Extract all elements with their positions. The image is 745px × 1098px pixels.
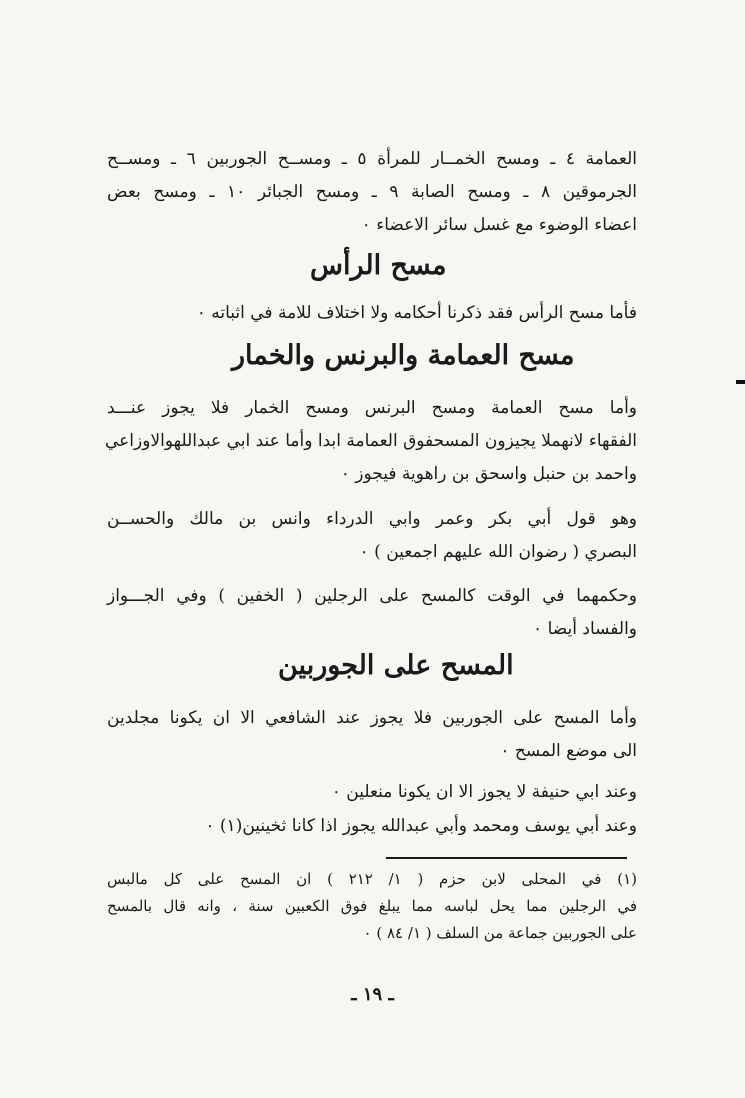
intro-paragraph (107, 143, 637, 242)
section-heading-turban-wiping: مسح العمامة والبرنس والخمار (232, 340, 575, 371)
section2-p3-line-1: وحكمهما في الوقت كالمسح على الرجلين ( الخفين ) وفي الجـــواز (107, 586, 637, 606)
edge-mark (736, 380, 745, 384)
section2-p1-line-3: واحمد بن حنبل واسحق بن راهوية فيجوز ٠ (340, 464, 637, 484)
section2-paragraph-1 (104, 392, 637, 491)
section2-p2-line-1: وهو قول أبي بكر وعمر وابي الدرداء وانس بن مالك والحســن (107, 509, 637, 529)
section-heading-head-wiping: مسح الرأس (310, 250, 447, 281)
footnote-separator (386, 857, 627, 859)
section2-p2-line-2: البصري ( رضوان الله عليهم اجمعين ) ٠ (359, 542, 637, 562)
section3-p2-line-1: وعند ابي حنيفة لا يجوز الا ان يكونا منعلين ٠ (331, 782, 637, 802)
section2-paragraph-2 (107, 503, 637, 569)
footnote-line-1: (١) في المحلى لابن حزم ( ١/ ٢١٢ ) ان المسح على كل مالبس (107, 870, 637, 888)
section3-p1-line-2: الى موضع المسح ٠ (500, 741, 637, 761)
section2-p1-line-2: الفقهاء لانهملا يجيزون المسحفوق العمامة ابدا وأما عند ابي عبداللهوالاوزاعي (104, 431, 637, 451)
section3-p1-line-1: وأما المسح على الجوربين فلا يجوز عند الشافعي الا ان يكونا مجلدين (107, 708, 637, 728)
section-heading-socks-wiping: المسح على الجوربين (278, 650, 514, 681)
section2-p3-line-2: والفساد أيضا ٠ (533, 619, 637, 639)
section3-paragraph-2 (107, 776, 637, 809)
section1-line-1: فأما مسح الرأس فقد ذكرنا أحكامه ولا اختلاف للامة في اثباته ٠ (196, 303, 637, 323)
page-number: ـ ١٩ ـ (351, 984, 394, 1005)
footnote (107, 866, 637, 947)
section3-p3-line-1: وعند أبي يوسف ومحمد وأبي عبدالله يجوز اذا كانا ثخينين(١) ٠ (205, 816, 637, 836)
section1-paragraph (107, 297, 637, 330)
footnote-line-3: على الجوربين جماعة من السلف ( ١/ ٨٤ ) ٠ (363, 924, 637, 942)
section2-paragraph-3 (107, 580, 637, 646)
section2-p1-line-1: وأما مسح العمامة ومسح البرنس ومسح الخمار فلا يجوز عنـــد (107, 398, 637, 418)
footnote-line-2: في الرجلين مما يحل لباسه مما يبلغ فوق الكعبين سنة ، وانه قال بالمسح (107, 897, 637, 915)
section3-paragraph-1 (107, 702, 637, 768)
section3-paragraph-3 (107, 810, 637, 843)
intro-line-3: اعضاء الوضوء مع غسل سائر الاعضاء ٠ (361, 215, 637, 235)
intro-line-2: الجرموقين ٨ ـ ومسح الصابة ٩ ـ ومسح الجبائر ١٠ ـ ومسح بعض (107, 182, 638, 202)
intro-line-1: العمامة ٤ ـ ومسح الخمــار للمرأة ٥ ـ ومســح الجوربين ٦ ـ ومســح (107, 149, 637, 169)
